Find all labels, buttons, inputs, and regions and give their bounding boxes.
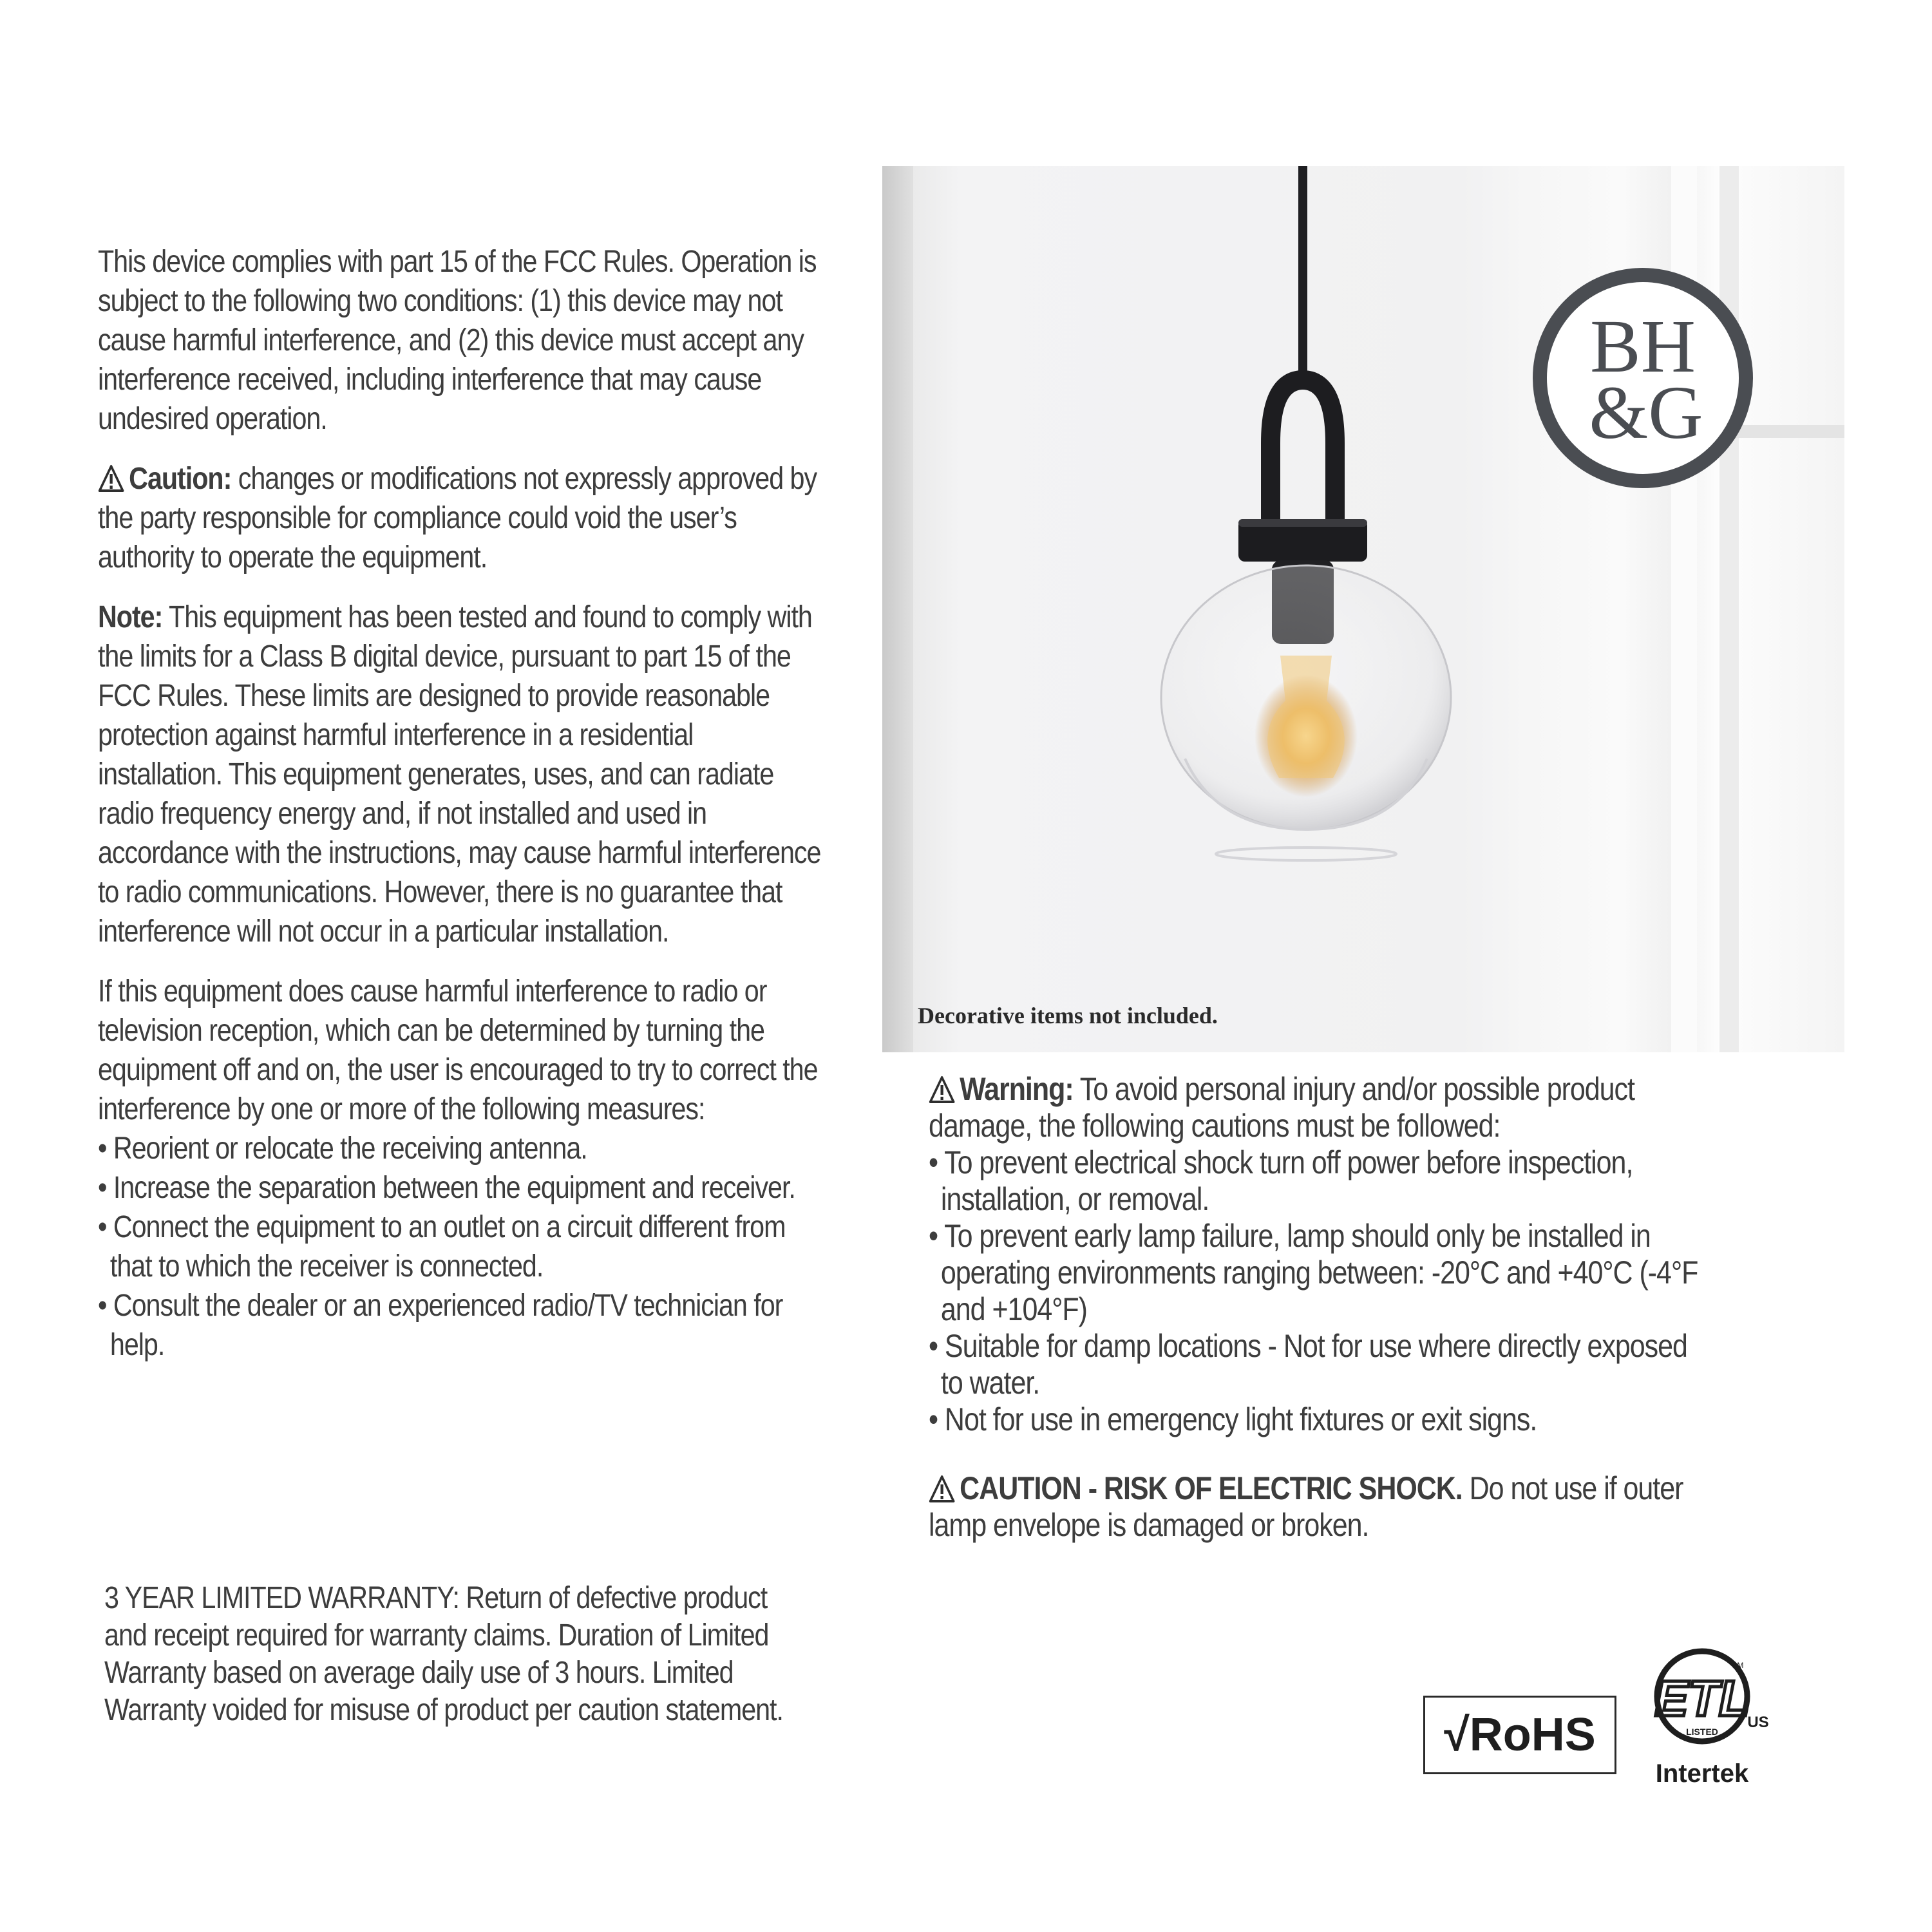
warning-paragraph — [929, 1071, 1698, 1144]
shock-caution-paragraph — [929, 1470, 1698, 1544]
warning-triangle-icon — [929, 1475, 955, 1503]
warning-label: Warning: — [960, 1071, 1074, 1107]
bhg-logo-line2: &G — [1589, 370, 1703, 455]
caution-paragraph — [98, 459, 824, 577]
caution-text: changes or modifications not expressly approved by the party responsible for compliance could void the user’s authority to operate the equipment. — [98, 462, 817, 574]
warning-bullet: • To prevent electrical shock turn off power before inspection, installation, or removal. — [929, 1144, 1633, 1217]
measure-item: • Increase the separation between the equipment and receiver. — [98, 1171, 795, 1205]
photo-caption: Decorative items not included. — [918, 1003, 1218, 1028]
warning-bullet: • Not for use in emergency light fixtures or exit signs. — [929, 1401, 1537, 1437]
warning-bullet: • To prevent early lamp failure, lamp should only be installed in operating environments ranging between: -20°C and +40°C (-4°F and +104°F) — [929, 1218, 1698, 1327]
measure-item: • Reorient or relocate the receiving antenna. — [98, 1132, 587, 1166]
rohs-logo: √RoHS — [1423, 1696, 1616, 1774]
etl-cm-text: CM — [1731, 1661, 1744, 1670]
warning-triangle-icon — [98, 464, 124, 493]
left-column — [98, 242, 967, 1365]
right-column — [929, 1071, 1875, 1564]
measures-intro: If this equipment does cause harmful interference to radio or television reception, which can be determined by turning the equipment off and on, the user is encouraged to try to correct the interference by one or more of the following measures: — [98, 974, 818, 1126]
warranty-text: 3 YEAR LIMITED WARRANTY: Return of defective product and receipt required for warranty claims. Duration of Limited Warranty based on average daily use of 3 hours. Limited Warranty voided for misuse of product per caution statement. — [104, 1581, 783, 1727]
note-paragraph — [98, 598, 824, 951]
warning-bullet: • Suitable for damp locations - Not for use where directly exposed to water. — [929, 1328, 1687, 1401]
warranty-block — [104, 1580, 942, 1729]
caution-label: Caution: — [129, 462, 232, 496]
bhg-logo — [1530, 265, 1756, 491]
etl-listed-text: LISTED — [1686, 1727, 1718, 1737]
shock-caution-label: CAUTION - RISK OF ELECTRIC SHOCK. — [960, 1470, 1463, 1506]
fcc-compliance-text — [98, 242, 824, 1365]
etl-intertek-text: Intertek — [1655, 1759, 1749, 1788]
shock-caution-text: Do not use if outer lamp envelope is damaged or broken. — [929, 1470, 1683, 1543]
measure-item: • Consult the dealer or an experienced radio/TV technician for help. — [98, 1289, 783, 1362]
etl-intertek-logo — [1641, 1643, 1770, 1792]
fcc-paragraph: This device complies with part 15 of the FCC Rules. Operation is subject to the following two conditions: (1) this device may not cause harmful interference, and (2) this device must accept any interference received, including interference that may cause undesired operation. — [98, 245, 817, 436]
etl-mark-text: ETL — [1654, 1670, 1750, 1727]
measure-item: • Connect the equipment to an outlet on a circuit different from that to which the receiver is connected. — [98, 1210, 786, 1283]
note-text: This equipment has been tested and found to comply with the limits for a Class B digital device, pursuant to part 15 of the FCC Rules. These limits are designed to provide reasonable protection against harmful interference in a residential installation. This equipment generates, uses, and can radiate radio frequency energy and, if not installed and used in accordance with the instructions, may cause harmful interference to radio communications. However, there is no guarantee that interference will not occur in a particular installation. — [98, 600, 821, 949]
etl-us-text: US — [1747, 1714, 1769, 1731]
warning-text-block — [929, 1071, 1698, 1544]
warning-triangle-icon — [929, 1075, 955, 1104]
bhg-logo-line1: BH — [1590, 304, 1696, 388]
note-label: Note: — [98, 600, 163, 634]
warning-text: To avoid personal injury and/or possible product damage, the following cautions must be followed: — [929, 1071, 1634, 1144]
